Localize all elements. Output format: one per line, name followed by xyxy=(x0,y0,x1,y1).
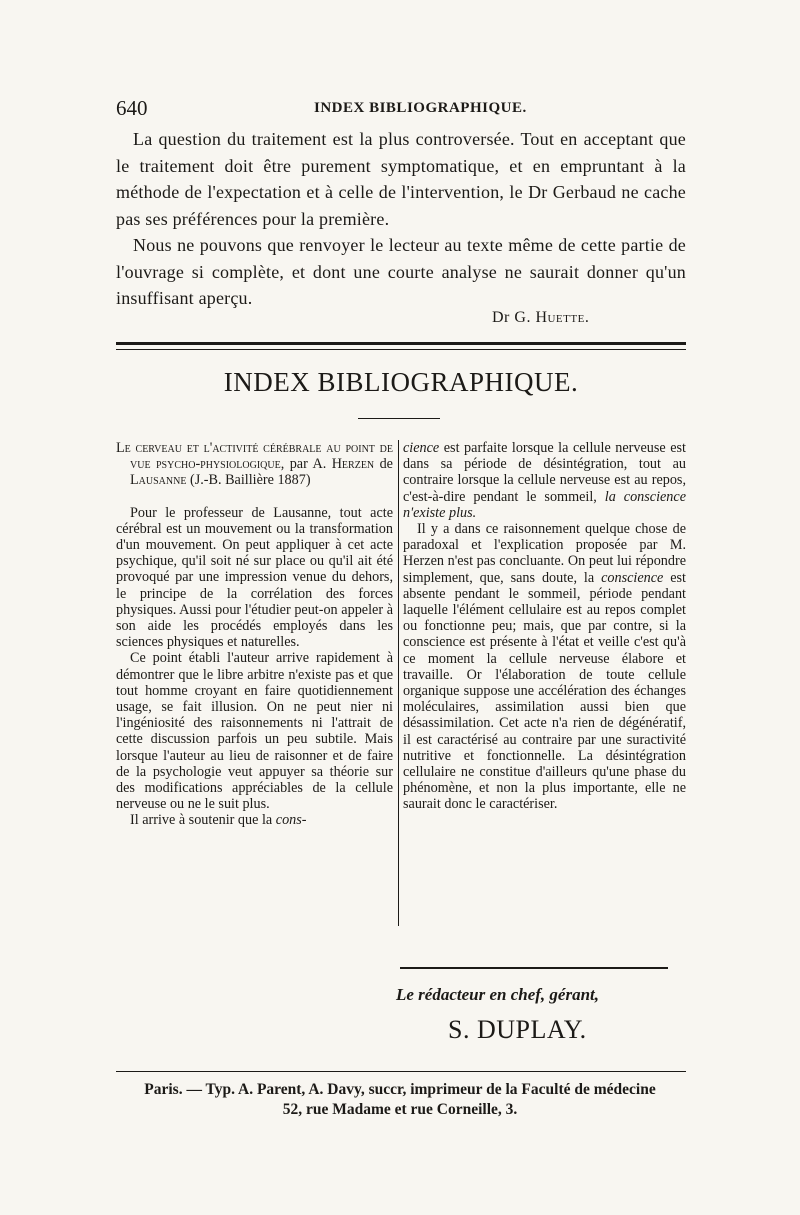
intro-paragraph: La question du traitement est la plus controversée. Tout en acceptant que le traitement doit être purement symptomatique, et en empruntant à la méthode de l'expectation et à celle de l'intervention, le Dr Gerbaud ne cache pas ses préférences pour la première. xyxy=(116,129,686,229)
imprint-rule xyxy=(116,1071,686,1072)
column-paragraph: Pour le professeur de Lausanne, tout acte cérébral est un mouvement ou la transformation d'un mouvement. On peut appliquer à cet acte psychique, qu'il soit né sur place ou qu'il ait été provoqué par une impression venue du dehors, le principe de la corrélation des forces physiques. Aussi pour l'étudier peut-on appeler à son aide les procédés employés dans les sciences physiques et naturelles. xyxy=(116,504,393,651)
imprint-line: 52, rue Madame et rue Corneille, 3. xyxy=(282,1101,518,1118)
author-prefix: par A. xyxy=(284,456,332,473)
column-paragraph xyxy=(116,812,393,828)
left-column xyxy=(116,440,393,829)
book-author: Herzen xyxy=(331,456,375,473)
paragraph-text: Il y a dans ce raisonnement quelque chose de paradoxal et l'explication proposée par M. Herzen n'est pas concluante. On peut lui répondre simplement, que, sans doute, la xyxy=(403,521,686,586)
paragraph-italic: conscience xyxy=(601,569,664,586)
running-title: INDEX BIBLIOGRAPHIQUE. xyxy=(314,100,527,116)
column-paragraph: Ce point établi l'auteur arrive rapidement à démontrer que le libre arbitre n'existe pas et que tout homme croyant en faire quotidiennement usage, se fait illusion. On ne peut nier ni l'ingéniosité des raisonnements ni l'attrait de cette discussion parfois un peu subtile. Mais lorsque l'auteur au lieu de raisonner et de faire de la psychologie veut appuyer sa théorie sur des modifications appréciables de la cellule nerveuse ou ne le suit plus. xyxy=(116,650,393,813)
paragraph-text: est absente pendant le sommeil, période pendant laquelle l'élément cellulaire est au repos complet ou fonctionne peu; mais, que par contre, si la conscience est présente à l'état et veille c'est qu'à ce moment la cellule nerveuse élabore et travaille. Or l'élaboration de toute cellule organique suppose une accélération des échanges moléculaires, assimilation aussi bien que désassimilation. Cet acte n'a rien de dégénératif, il est caractérisé au contraire par une suractivité nutritive et fonctionnelle. La désintégration cellulaire ne constitue d'ailleurs qu'une phase du phénomène, et non la plus importante, elle ne saurait donc le caractériser. xyxy=(403,569,686,813)
imprint-line: Paris. — Typ. A. Parent, A. Davy, succr, imprimeur de la Faculté de médecine xyxy=(144,1081,656,1098)
editor-name: S. DUPLAY. xyxy=(448,1015,587,1044)
signature-title: Dr G. xyxy=(492,309,531,326)
end-rule xyxy=(400,967,668,969)
paragraph-italic: cience xyxy=(403,440,440,456)
column-divider xyxy=(398,440,399,926)
right-column xyxy=(403,440,686,813)
printer-imprint xyxy=(100,1080,700,1120)
paragraph-text: est parfaite lorsque la cellule nerveuse est dans sa période de désintégration, tout au contraire lorsque la cellule nerveuse est au repos, c'est-à-dire pendant le sommeil, xyxy=(403,440,686,505)
book-title: Le cerveau et l'activité cérébrale au point de vue psycho-physiologique, xyxy=(116,440,393,473)
intro-paragraph: Nous ne pouvons que renvoyer le lecteur au texte même de cette partie de l'ouvrage si complète, et dont une courte analyse ne saurait donner qu'un insuffisant aperçu. xyxy=(116,235,686,308)
paragraph-italic: la conscience n'existe plus. xyxy=(403,488,686,521)
column-paragraph xyxy=(403,440,686,521)
publisher: (J.-B. Baillière 1887) xyxy=(186,472,311,489)
bibliographic-entry xyxy=(116,440,393,489)
paragraph-text: Il arrive à soutenir que la xyxy=(130,812,276,829)
paragraph-italic: cons- xyxy=(275,812,307,829)
section-rule-thin xyxy=(116,349,686,350)
publisher-prefix: de xyxy=(374,456,393,473)
page-number: 640 xyxy=(116,96,148,120)
section-title: INDEX BIBLIOGRAPHIQUE. xyxy=(223,367,579,397)
running-header xyxy=(116,96,686,122)
editor-role: Le rédacteur en chef, gérant, xyxy=(396,985,600,1004)
title-underline xyxy=(358,418,440,419)
review-conclusion xyxy=(116,126,686,312)
section-rule-thick xyxy=(116,342,686,345)
signature-name: Huette. xyxy=(535,309,590,326)
paragraph-gap xyxy=(116,489,393,505)
column-paragraph xyxy=(403,521,686,813)
publication-place: Lausanne xyxy=(130,472,187,489)
review-signature xyxy=(492,309,589,327)
